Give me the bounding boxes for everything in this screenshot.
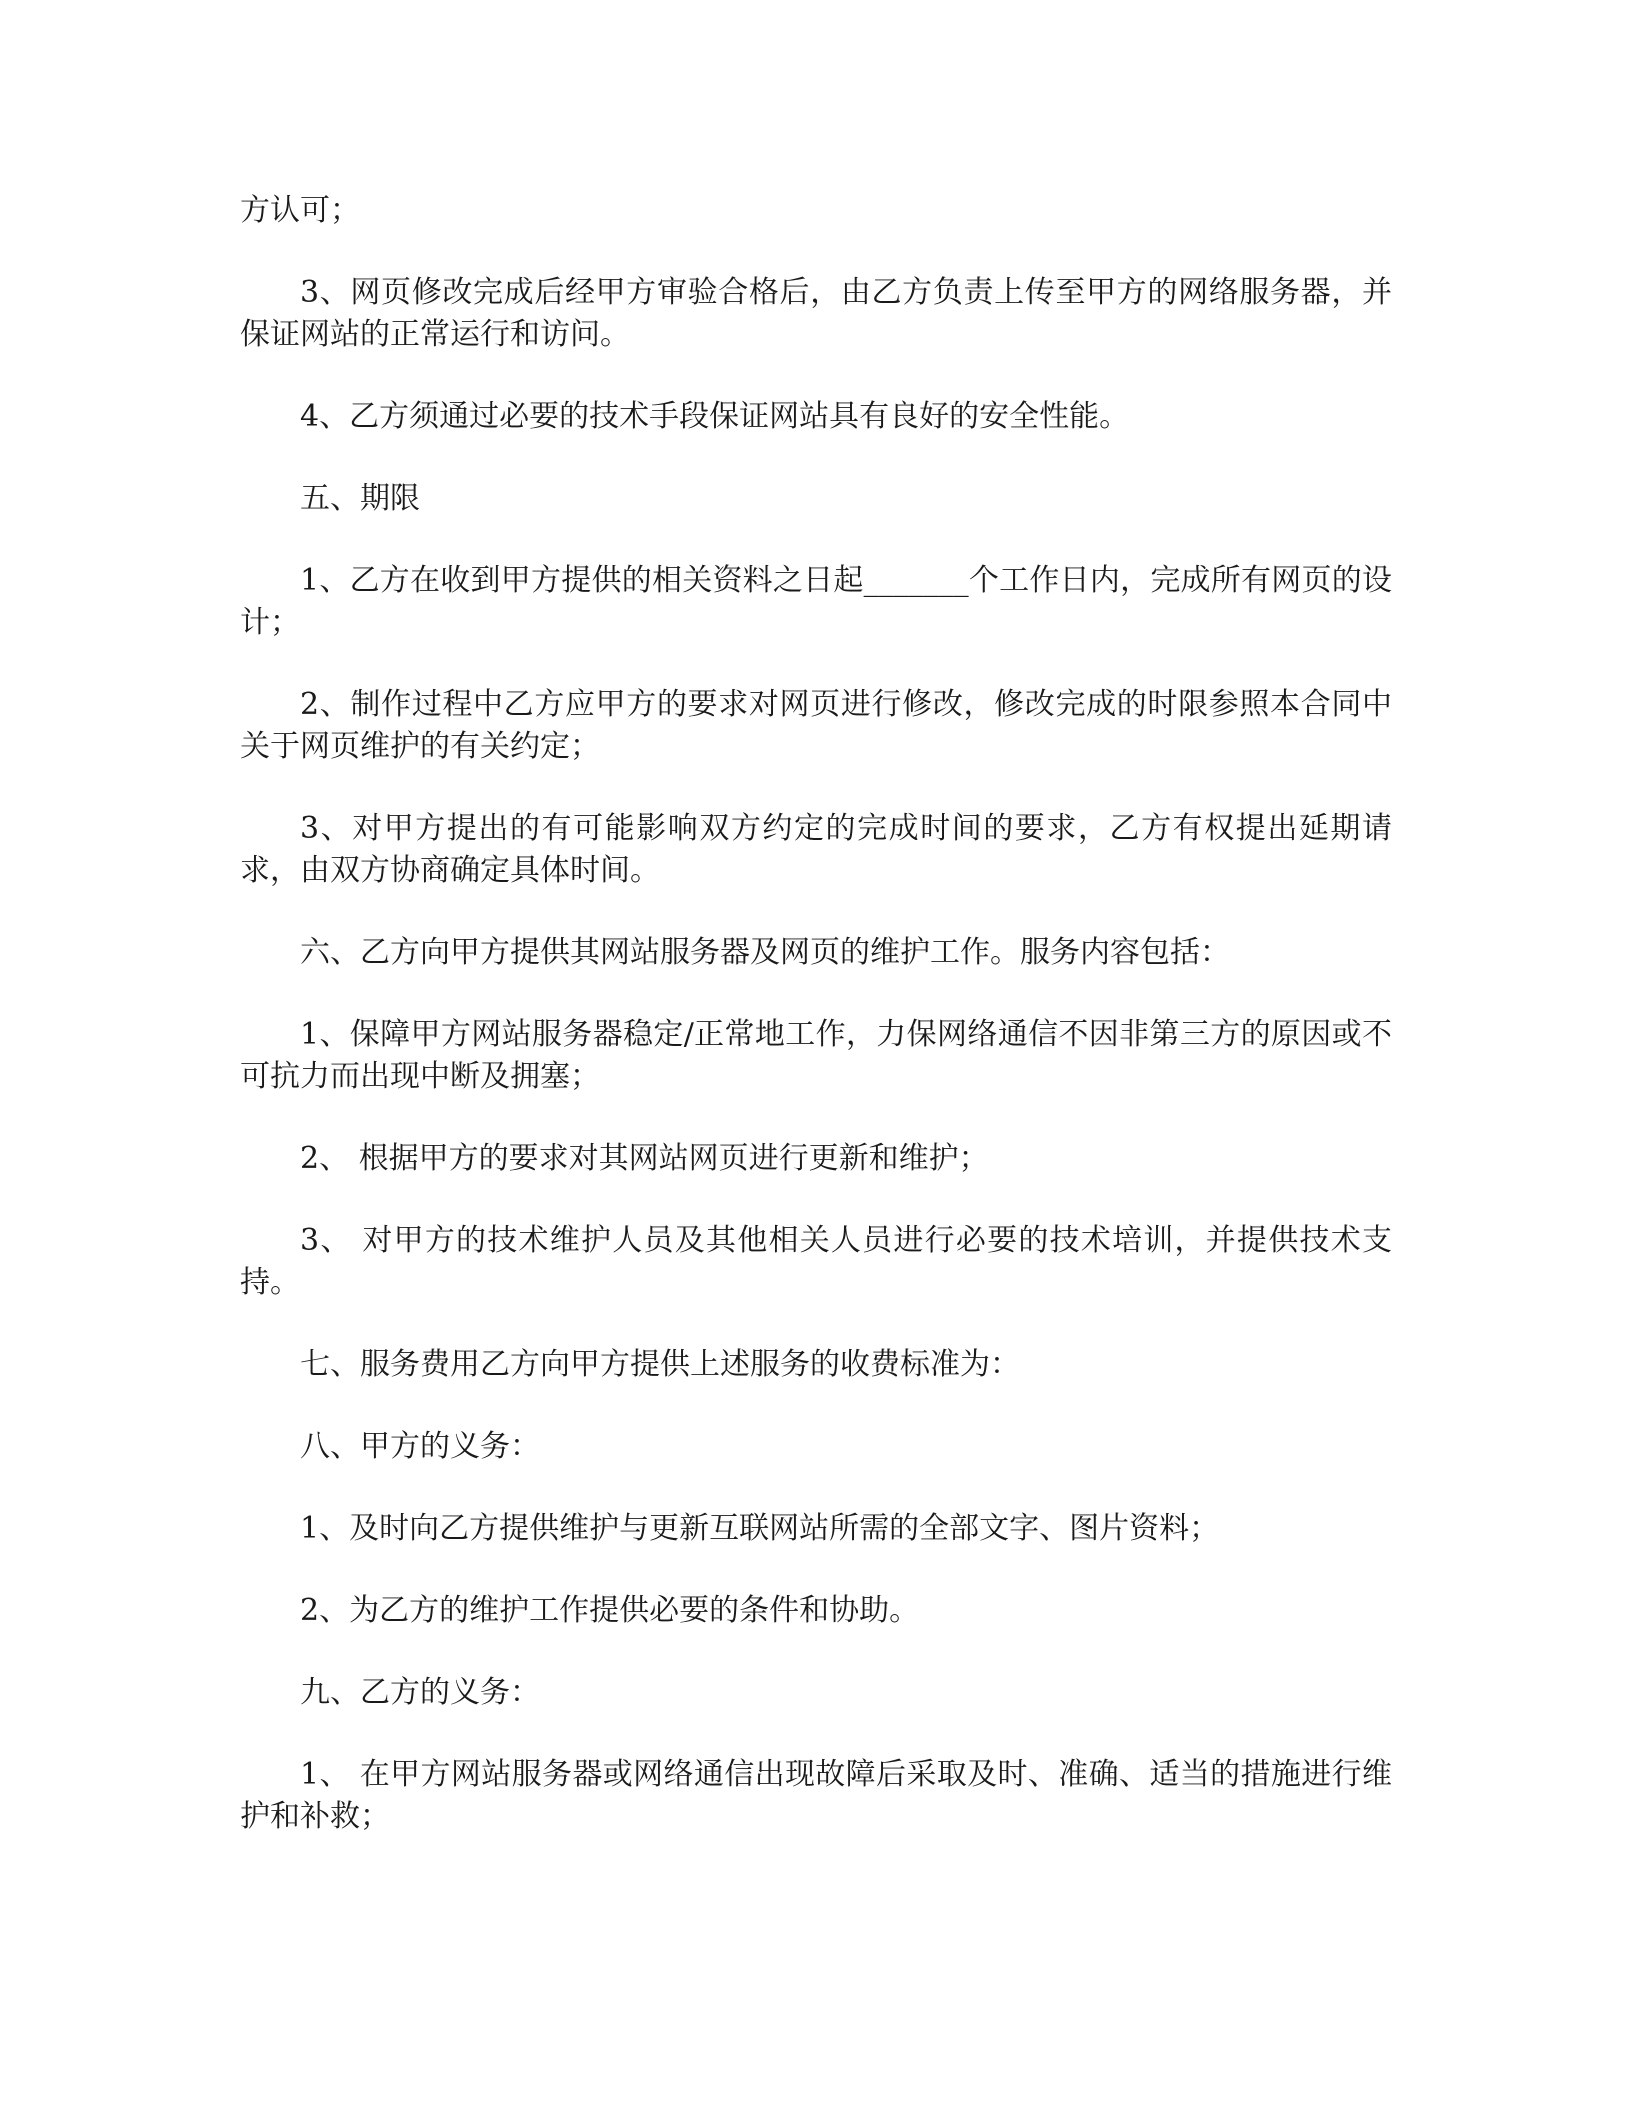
section-heading: 六、乙方向甲方提供其网站服务器及网页的维护工作。服务内容包括： [300,935,1230,970]
paragraph: 1、乙方在收到甲方提供的相关资料之日起_______个工作日内，完成所有网页的设计； [240,563,1392,640]
paragraph: 1、 在甲方网站服务器或网络通信出现故障后采取及时、准确、适当的措施进行维护和补救； [240,1757,1392,1834]
paragraph: 3、网页修改完成后经甲方审验合格后，由乙方负责上传至甲方的网络服务器，并保证网站的正常运行和访问。 [240,275,1392,352]
paragraph: 1、保障甲方网站服务器稳定/正常地工作，力保网络通信不因非第三方的原因或不可抗力而出现中断及拥塞； [240,1017,1392,1094]
section-heading: 五、期限 [300,481,420,516]
paragraph: 2、制作过程中乙方应甲方的要求对网页进行修改，修改完成的时限参照本合同中关于网页维护的有关约定； [240,687,1392,764]
paragraph: 4、乙方须通过必要的技术手段保证网站具有良好的安全性能。 [300,399,1130,434]
paragraph: 2、为乙方的维护工作提供必要的条件和协助。 [300,1593,920,1628]
section-heading: 七、服务费用乙方向甲方提供上述服务的收费标准为： [300,1347,1020,1382]
paragraph: 3、 对甲方的技术维护人员及其他相关人员进行必要的技术培训，并提供技术支持。 [240,1223,1392,1300]
paragraph: 2、 根据甲方的要求对其网站网页进行更新和维护； [300,1141,989,1176]
section-heading: 八、甲方的义务： [300,1429,540,1464]
section-heading: 九、乙方的义务： [300,1675,540,1710]
paragraph: 3、对甲方提出的有可能影响双方约定的完成时间的要求，乙方有权提出延期请求，由双方协商确定具体时间。 [240,811,1392,888]
document-body [240,190,1392,1878]
paragraph: 1、及时向乙方提供维护与更新互联网站所需的全部文字、图片资料； [300,1511,1220,1546]
paragraph: 方认可； [240,193,360,228]
